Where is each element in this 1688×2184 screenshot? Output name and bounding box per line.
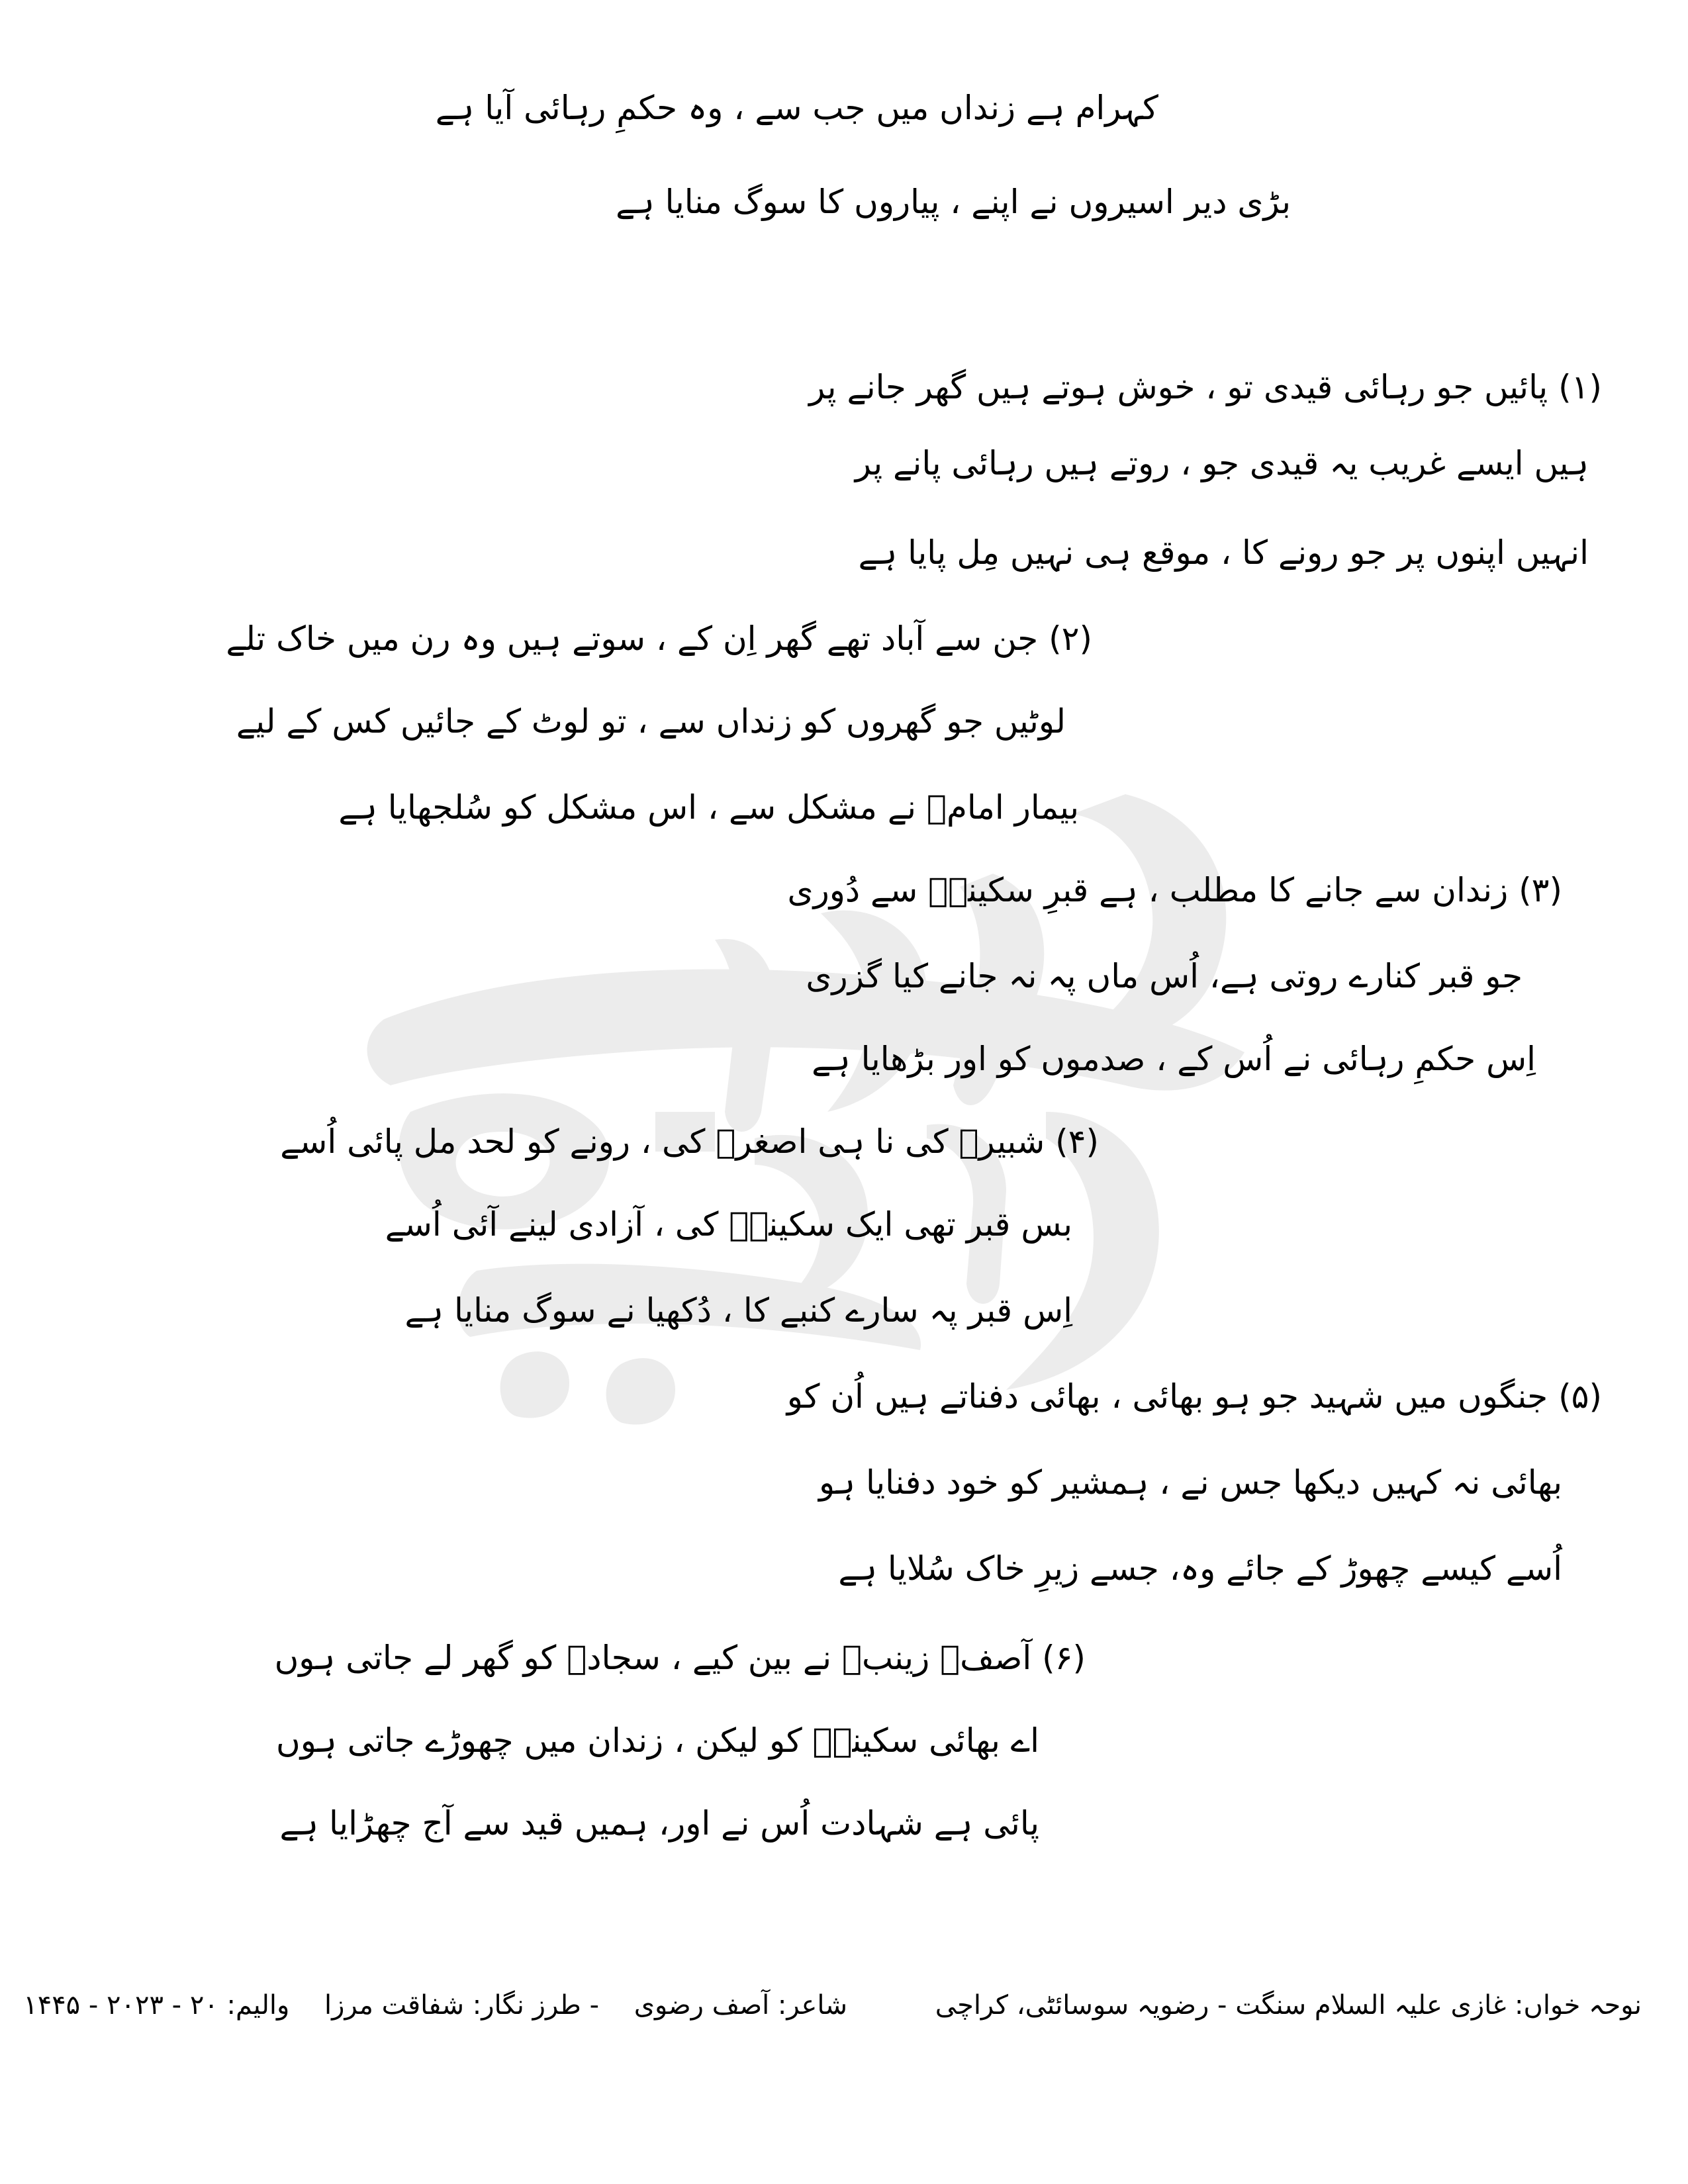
footer-poet: شاعر: آصف رضوی (633, 1990, 848, 2021)
stanza-line: (۲) جن سے آباد تھے گھر اِن کے ، سوتے ہیں وہ رن میں خاک تلے (226, 619, 1092, 658)
footer-volume: والیم: ۲۰ - ۲۰۲۳ - ۱۴۴۵ (23, 1990, 290, 2021)
stanza-line: انہیں اپنوں پر جو رونے کا ، موقع ہی نہیں مِل پایا ہے (858, 533, 1589, 572)
stanza-line: اے بھائی سکینہؑ کو لیکن ، زندان میں چھوڑے جاتی ہوں (275, 1721, 1039, 1760)
stanza-line: پائی ہے شہادت اُس نے اور، ہمیں قید سے آج چھڑایا ہے (279, 1804, 1039, 1843)
stanza-line: (۴) شبیرؑ کی نا ہی اصغرؑ کی ، رونے کو لحد مل پائی اُسے (280, 1122, 1099, 1161)
chorus-line-1: کہرام ہے زنداں میں جب سے ، وہ حکمِ رہائی آیا ہے (435, 89, 1158, 127)
stanza-line: بھائی نہ کہیں دیکھا جس نے ، ہمشیر کو خود دفنایا ہو (818, 1463, 1562, 1502)
chorus-line-2: بڑی دیر اسیروں نے اپنے ، پیاروں کا سوگ منایا ہے (616, 183, 1291, 221)
stanza-line: لوٹیں جو گھروں کو زنداں سے ، تو لوٹ کے جائیں کس کے لیے (236, 702, 1066, 741)
stanza-line: اِس قبر پہ سارے کنبے کا ، دُکھیا نے سوگ منایا ہے (404, 1291, 1072, 1330)
stanza-line: (۵) جنگوں میں شہید جو ہو بھائی ، بھائی دفناتے ہیں اُن کو (786, 1377, 1602, 1416)
stanza-line: (۶) آصفؔ زینبؑ نے بین کیے ، سجادؑ کو گھر لے جاتی ہوں (274, 1639, 1086, 1677)
stanza-line: اُسے کیسے چھوڑ کے جائے وہ، جسے زیرِ خاک سُلایا ہے (838, 1549, 1562, 1588)
stanza-line: (۱) پائیں جو رہائی قیدی تو ، خوش ہوتے ہیں گھر جانے پر (809, 368, 1602, 406)
stanza-line: بس قبر تھی ایک سکینہؑ کی ، آزادی لینے آئی اُسے (385, 1205, 1072, 1244)
stanza-line: جو قبر کنارے روتی ہے، اُس ماں پہ نہ جانے کیا گزری (806, 957, 1523, 995)
stanza-line: ہیں ایسے غریب یہ قیدی جو ، روتے ہیں رہائی پانے پر (855, 444, 1589, 482)
stanza-line: اِس حکمِ رہائی نے اُس کے ، صدموں کو اور بڑھایا ہے (812, 1040, 1536, 1078)
stanza-line: بیمار امامؑ نے مشکل سے ، اس مشکل کو سُلجھایا ہے (338, 788, 1079, 827)
footer-reciter: نوحہ خواں: غازی علیہ السلام سنگت - رضویہ سوسائٹی، کراچی (935, 1990, 1642, 2021)
footer-credits (23, 1982, 1642, 2028)
calligraphy-watermark-icon (344, 741, 1271, 1443)
stanza-line: (۳) زندان سے جانے کا مطلب ، ہے قبرِ سکینہؑ سے دُوری (787, 871, 1562, 909)
footer-composer: - طرز نگار: شفاقت مرزا (324, 1990, 600, 2021)
